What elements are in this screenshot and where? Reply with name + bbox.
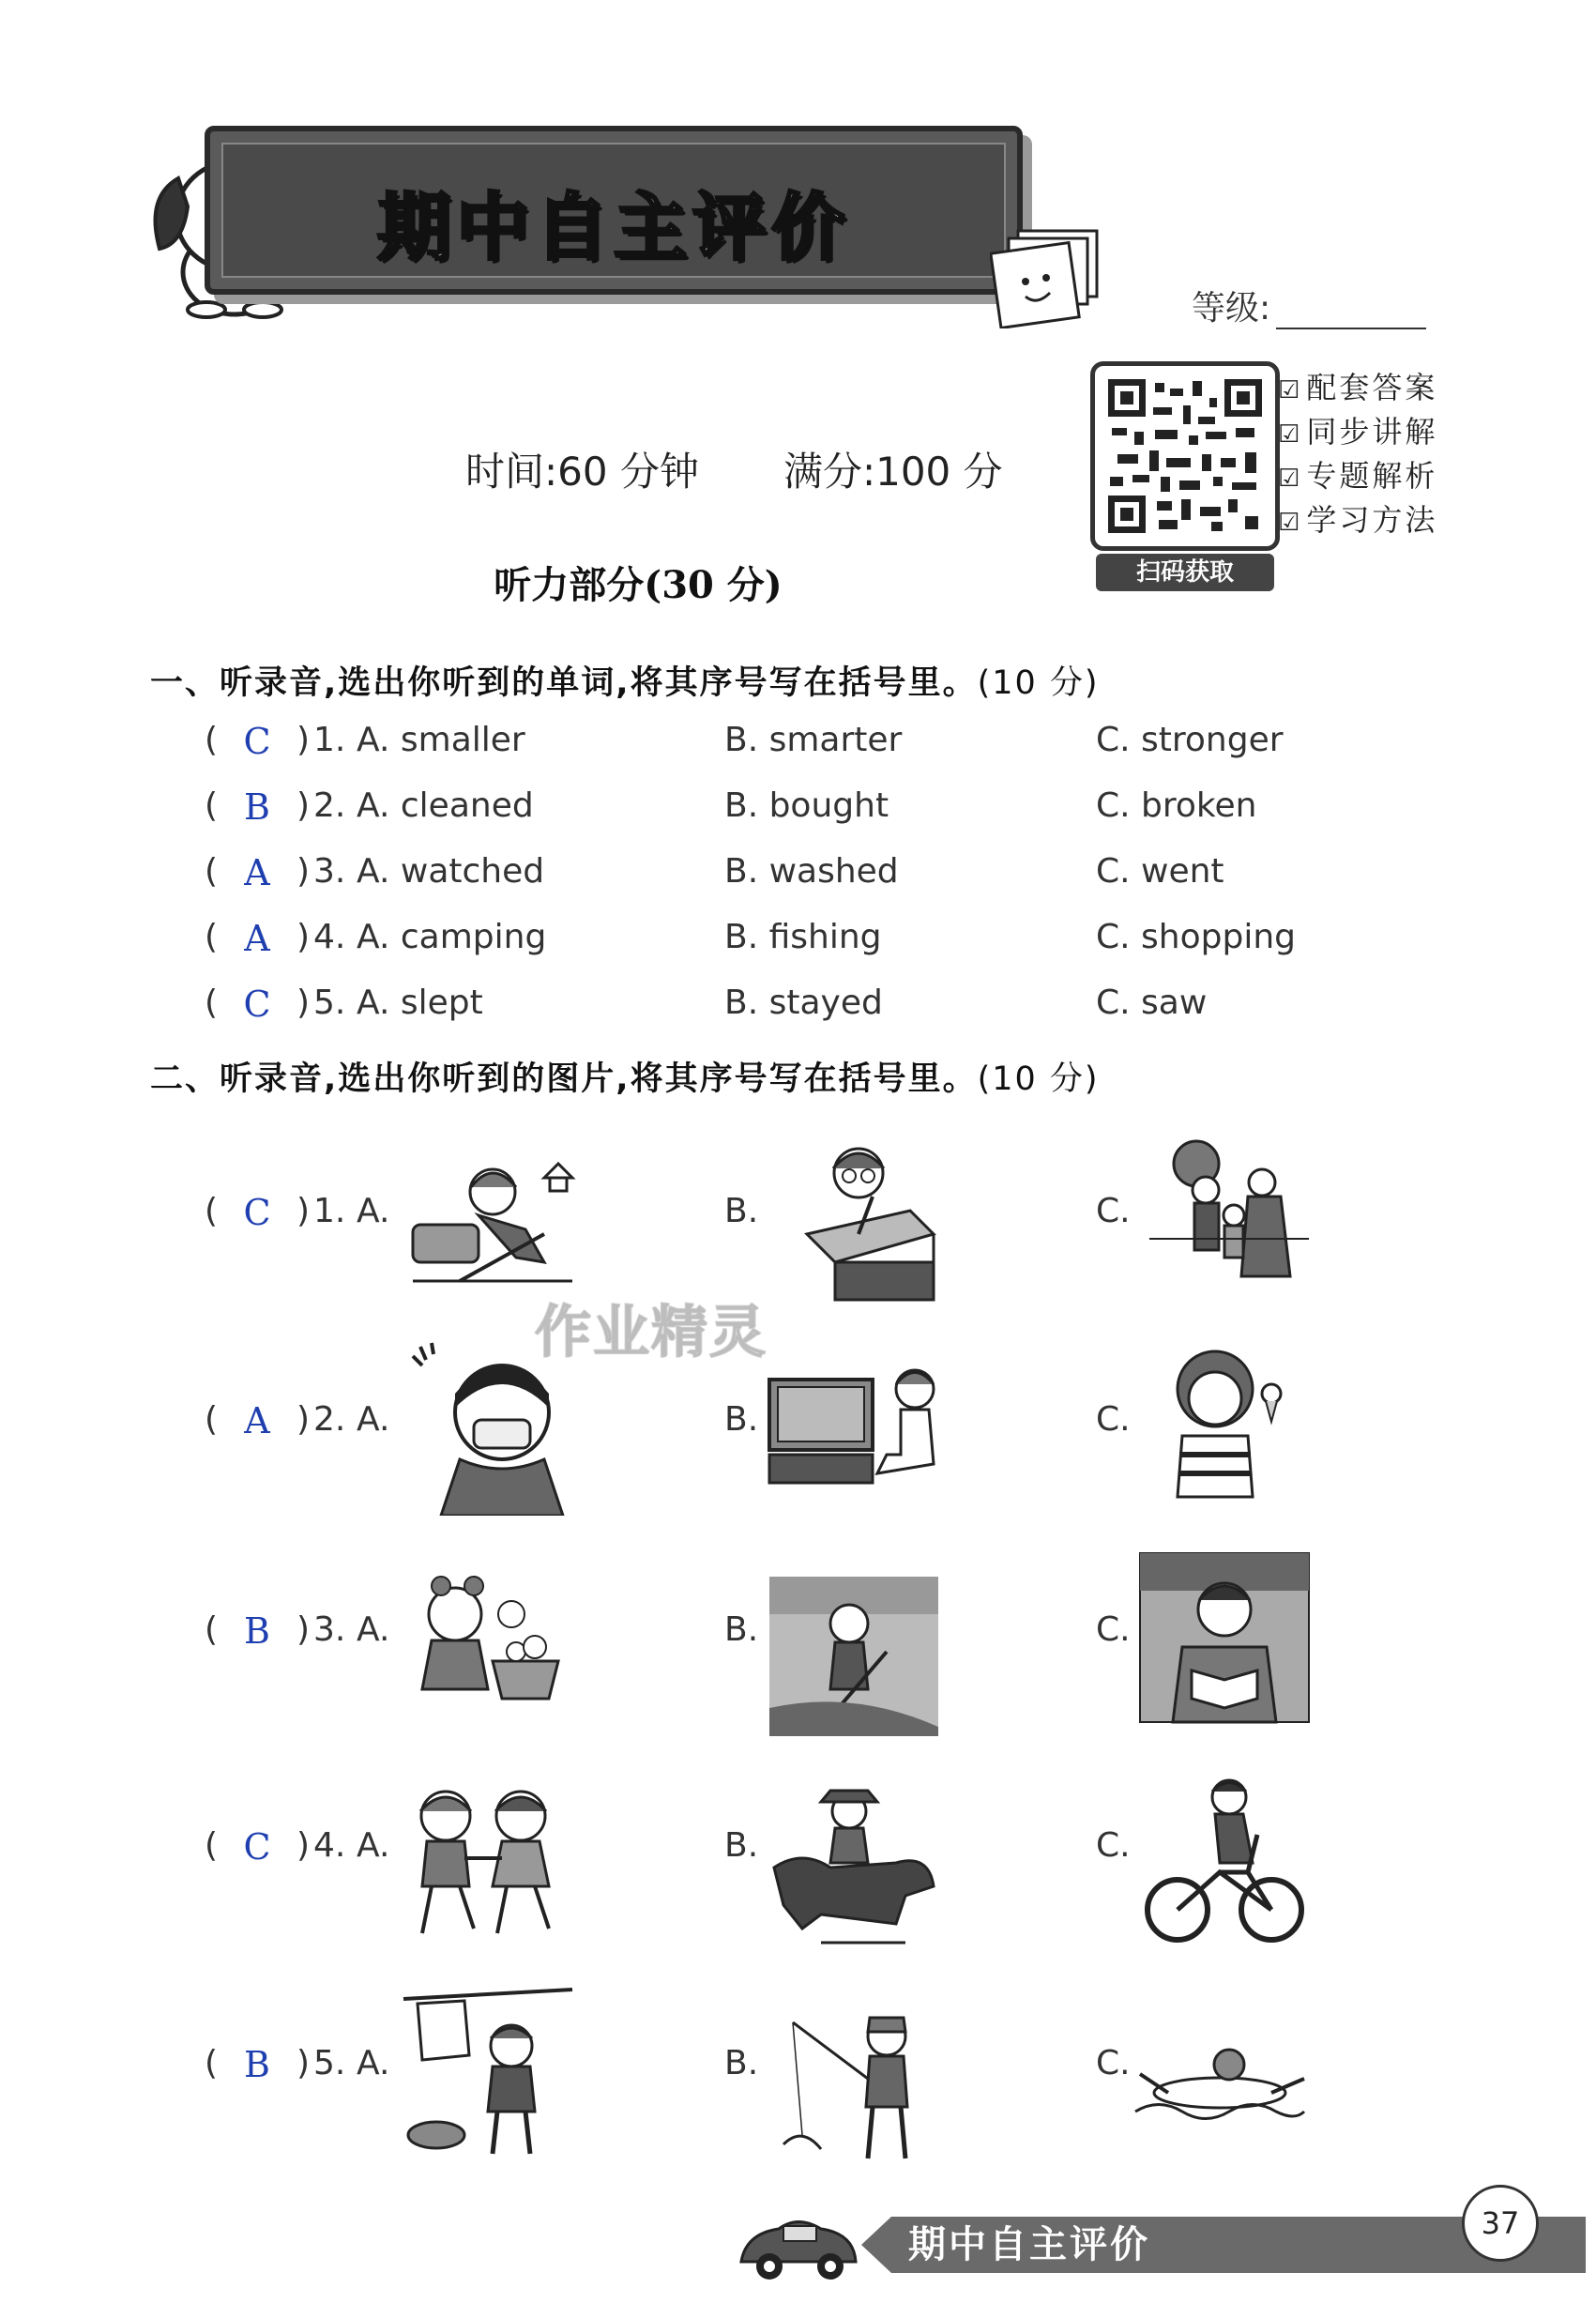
qr-feature-item: ☑ 学习方法 [1278,502,1438,538]
qr-pattern-icon [1108,379,1262,533]
page-number: 37 [1462,2185,1539,2262]
option-b-label: B. [724,1192,759,1230]
qr-feature-item: ☑ 配套答案 [1278,370,1438,405]
question-number: 1. [313,1192,346,1230]
option-c: C. shopping [1096,918,1296,956]
option-c-label: C. [1096,1400,1131,1439]
checkbox-icon: ☑ [1278,376,1303,404]
calendar-illustration [990,225,1102,328]
option-c-label: C. [1096,1826,1131,1865]
option-a: A. slept [357,984,483,1022]
question-number: 3. [313,1610,346,1649]
option-a-label: A. [357,1610,390,1649]
answer-blank[interactable]: C [243,721,271,762]
question-number: 5. [313,984,346,1022]
answer-blank[interactable]: A [244,918,270,959]
option-c-label: C. [1096,1192,1131,1230]
option-a-label: A. [357,1192,390,1230]
answer-blank[interactable]: C [243,1192,271,1233]
option-b: B. washed [724,852,899,891]
scan-to-get-button[interactable]: 扫码获取 [1096,554,1274,591]
option-a-label: A. [357,1826,390,1865]
girl-hanging-laundry-illustration [399,1980,577,2158]
grade-label: 等级: [1192,289,1271,328]
worksheet-page: 期中自主评价 等级: ☑ 配套答案 ☑ 同步讲解 ☑ 专题解析 ☑ 学习方法 扫码获取 时间:60 分钟 满分:100 分 听力部分(30 分) 一、听录音,选出你听到的单词,将其序号写在括号里。(10 分) ( C ) 1. A. smaller B. smarter C. stronger ( B ) 2. A. cleaned B. bought C. broken ( A ) 3. A. watched B. washed C. went ( A ) 4. A. camping B. fishing C. shopping ( C ) 5. A. slept B. stayed C. saw 二、听录音,选出你听到的图片,将其序号写在括号里。(10 分) ( C ) 1. A. B. C. ( A ) 2. A. B. C. ( B ) 3. A. B. C. ( C ) 4. A. B. C. ( B ) 5. A. B. C. 作业精灵 期中自主评价 37 [0,0,1596,2303]
grade-field [1192,282,1426,329]
exam-time: 时间:60 分钟 [465,449,699,495]
question-number: 1. [313,721,346,759]
family-walking-illustration [1140,1126,1318,1304]
answer-blank[interactable]: C [243,1826,271,1868]
answer-blank[interactable]: A [244,1400,270,1441]
qr-feature-item: ☑ 专题解析 [1278,458,1438,494]
footer-arrow [861,2217,891,2273]
girl-washing-clothes-illustration [399,1558,577,1736]
question-number: 2. [313,786,346,825]
question-number: 2. [313,1400,346,1439]
qr-feature-item: ☑ 同步讲解 [1278,414,1438,450]
option-b-label: B. [724,1826,759,1865]
checkbox-icon: ☑ [1278,509,1303,537]
part1-question-row: ( A ) 3. A. watched B. washed C. went [205,852,1224,893]
option-b-label: B. [724,2044,759,2082]
checkbox-icon: ☑ [1278,420,1303,449]
children-dancing-illustration [394,1774,572,1952]
option-b: B. smarter [724,721,903,759]
checkbox-icon: ☑ [1278,465,1303,493]
title-banner [205,126,1023,295]
watermark-text: 作业精灵 [535,1300,768,1365]
question-number: 4. [313,1826,346,1865]
answer-blank[interactable]: B [244,786,270,828]
option-a: A. watched [357,852,545,891]
question-number: 3. [313,852,346,891]
listening-section-title: 听力部分(30 分) [494,563,783,607]
part1-question-row: ( C ) 1. A. smaller B. smarter C. stronger [205,721,1284,762]
option-b: B. stayed [724,984,883,1022]
grade-blank[interactable] [1276,297,1426,329]
question-number: 4. [313,918,346,956]
option-b-label: B. [724,1610,759,1649]
girl-eating-ice-cream-illustration [1131,1337,1309,1516]
option-c: C. broken [1096,786,1257,825]
part1-question-row: ( B ) 2. A. cleaned B. bought C. broken [205,786,1257,828]
option-b-label: B. [724,1400,759,1439]
part1-question-row: ( C ) 5. A. slept B. stayed C. saw [205,984,1208,1025]
part2-heading: 二、听录音,选出你听到的图片,将其序号写在括号里。(10 分) [150,1060,1100,1098]
option-b: B. fishing [724,918,882,956]
cowboy-riding-horse-illustration [765,1774,943,1952]
car-icon [732,2205,863,2290]
qr-code[interactable] [1090,361,1280,551]
part1-heading: 一、听录音,选出你听到的单词,将其序号写在括号里。(10 分) [150,664,1100,702]
option-a-label: A. [357,1400,390,1439]
option-c: C. stronger [1096,721,1284,759]
boy-fishing-illustration [765,1994,943,2173]
option-c: C. went [1096,852,1224,891]
option-c: C. saw [1096,984,1208,1022]
option-b: B. bought [724,786,889,825]
option-c-label: C. [1096,2044,1131,2082]
person-swimming-illustration [1131,1999,1309,2177]
option-a: A. cleaned [357,786,534,825]
page-title: 期中自主评价 [376,186,850,270]
boy-reading-book-illustration [1135,1548,1314,1727]
girl-sweeping-outside-illustration [765,1567,943,1746]
option-a: A. smaller [357,721,525,759]
option-a-label: A. [357,2044,390,2082]
answer-blank[interactable]: B [244,2044,270,2085]
footer-title: 期中自主评价 [908,2223,1150,2266]
girl-watching-tv-illustration [765,1351,943,1530]
man-riding-bike-illustration [1135,1769,1314,1947]
option-c-label: C. [1096,1610,1131,1649]
answer-blank[interactable]: C [243,984,271,1025]
exam-info [465,441,1003,497]
question-number: 5. [313,2044,346,2082]
qr-feature-list [1278,366,1437,542]
part1-question-row: ( A ) 4. A. camping B. fishing C. shopping [205,918,1296,959]
boy-writing-at-desk-illustration [769,1131,948,1309]
exam-full-score: 满分:100 分 [783,449,1003,495]
option-a: A. camping [357,918,547,956]
answer-blank[interactable]: B [244,1610,270,1652]
answer-blank[interactable]: A [244,852,270,893]
